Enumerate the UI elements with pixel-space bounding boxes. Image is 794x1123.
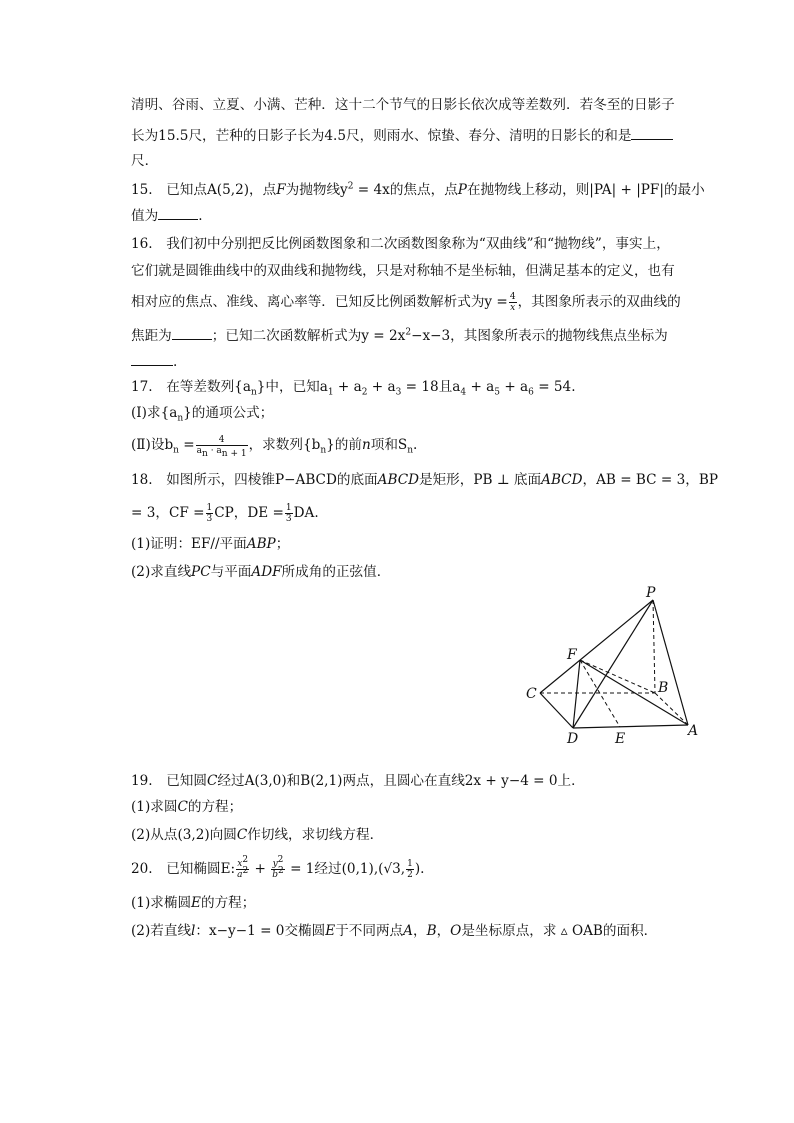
answer-blank — [158, 206, 198, 220]
q18-part-1: (1)证明：EF//平面ABP； — [131, 536, 290, 552]
label-B: B — [658, 680, 669, 696]
label-D: D — [567, 731, 579, 747]
q18-line-2: = 3，CF = $\frac{1}{3}$ CP，DE = $\frac{1}{3}$ DA. — [131, 503, 319, 524]
edge-PB-dashed — [653, 600, 655, 693]
q14-line-1: 清明、谷雨、立夏、小满、芒种．这十二个节气的日影长依次成等差数列．若冬至的日影子 — [131, 97, 675, 113]
q20-line-1: 20. 已知椭圆E: $\frac{x^2}{a^2}$ + $\frac{y^2}{b^2}$ = 1经过(0,1),(√3, $\frac{1}{2}$ ). — [131, 855, 425, 880]
edge-PA — [653, 600, 688, 725]
answer-blank — [631, 126, 673, 140]
q17-part-1: (Ⅰ)求$\{a_n\}$的通项公式； — [131, 405, 274, 424]
edge-CD — [540, 693, 573, 728]
fraction-x2-a2: $\frac{x^2}{a^2}$ — [237, 855, 249, 880]
answer-blank — [131, 352, 173, 366]
answer-blank — [172, 326, 212, 340]
q16-line-4: 焦距为 ；已知二次函数解析式为$y = 2x^2-x-3$，其图象所表示的抛物线焦点坐标为 — [131, 327, 668, 344]
label-F: F — [567, 647, 577, 663]
q14-line-2: 长为15.5尺，芒种的日影子长为4.5尺，则雨水、惊蛰、春分、清明的日影长的和是 — [131, 126, 673, 145]
fraction-one-third: $\frac{1}{3}$ — [206, 503, 213, 524]
q19-part-2: (2)从点(3,2)向圆C作切线，求切线方程． — [131, 827, 384, 843]
q19-line-1: 19. 已知圆C经过A(3,0)和B(2,1)两点，且圆心在直线2x + y−4 = 0上． — [131, 773, 585, 789]
label-A: A — [688, 723, 699, 739]
edge-PD — [573, 600, 653, 728]
fraction-one-third: $\frac{1}{3}$ — [285, 503, 292, 524]
q17-line-1: 17. 在等差数列$\{a_n\}$中，已知$a_1 + a_2 + a_3 = 18$且$a_4 + a_5 + a_6 = 54$. — [131, 379, 576, 398]
q15-line-1: 15. 已知点A(5,2)，点F为抛物线$y^2 = 4x$的焦点，点P在抛物线上移动，则|PA| + |PF|的最小 — [131, 181, 705, 198]
edge-FB-dashed — [580, 660, 655, 693]
q20-part-1: (1)求椭圆E的方程； — [131, 895, 256, 911]
q16-line-3: 相对应的焦点、准线、离心率等．已知反比例函数解析式为y = $\frac{4}{x}$ ，其图象所表示的双曲线的 — [131, 292, 681, 313]
edge-DA — [573, 725, 688, 728]
q15-line-2: 值为 . — [131, 208, 203, 224]
edge-PC — [540, 600, 653, 693]
label-C: C — [526, 686, 537, 702]
q18-part-2: (2)求直线PC与平面ADF所成角的正弦值． — [131, 564, 391, 580]
q16-line-1: 16. 我们初中分别把反比例函数图象和二次函数图象称为“双曲线”和“抛物线”，事实上， — [131, 236, 670, 252]
q17-part-2: (Ⅱ)设$b_n$ = $\frac{4}{a_n \cdot a_{n + 1}}$ ，求数列$\{b_n\}$的前n项和$S_n$. — [131, 435, 418, 459]
label-P: P — [646, 585, 656, 601]
pyramid-figure — [520, 585, 710, 750]
q16-line-2: 它们就是圆锥曲线中的双曲线和抛物线，只是对称轴不是坐标轴，但满足基本的定义，也有 — [131, 263, 675, 279]
label-E: E — [615, 731, 626, 747]
q14-line-3: 尺． — [131, 153, 159, 169]
fraction-bn: $\frac{4}{a_n \cdot a_{n + 1}}$ — [196, 435, 247, 459]
fraction-one-half: $\frac{1}{2}$ — [407, 859, 413, 880]
q20-part-2: (2)若直线l：x−y−1 = 0交椭圆E于不同两点A，B，O是坐标原点，求 ▵ OAB的面积． — [131, 923, 658, 939]
q19-part-1: (1)求圆C的方程； — [131, 799, 243, 815]
fraction-y2-b2: $\frac{y^2}{b^2}$ — [272, 855, 284, 880]
q16-line-5: . — [131, 352, 177, 371]
q18-line-1: 18. 如图所示，四棱锥P−ABCD的底面ABCD是矩形，PB ⊥ 底面ABCD，AB = BC = 3，BP — [131, 472, 718, 488]
fraction-4-over-x: $\frac{4}{x}$ — [509, 292, 516, 313]
